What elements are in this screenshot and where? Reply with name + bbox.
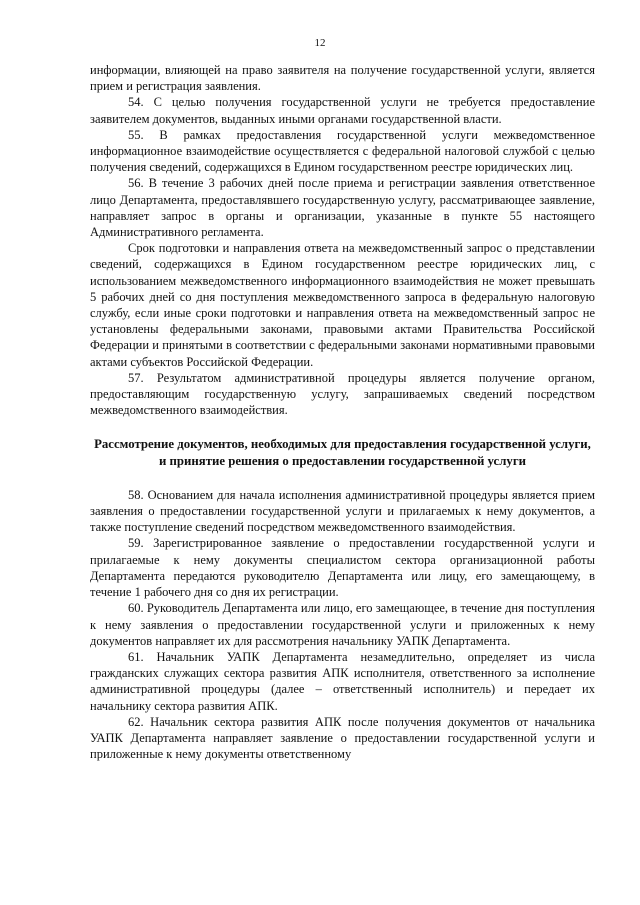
paragraph: 58. Основанием для начала исполнения административной процедуры является прием заявления о предоставлении государственной услуги и прилагаемых к нему документов, а также поступление сведений посредством межведомственного взаимодействия. (90, 487, 595, 535)
paragraph: 60. Руководитель Департамента или лицо, его замещающее, в течение дня поступления к нему заявления о предоставлении государственной услуги и приложенных к нему документов направляет их для рассмотрения начальнику УАПК Департамента. (90, 601, 595, 648)
paragraph: 62. Начальник сектора развития АПК после получения документов от начальника УАПК Департамента направляет заявление о предоставлении государственной услуги и приложенные к нему документы ответственному (90, 714, 595, 762)
paragraph: Срок подготовки и направления ответа на межведомственный запрос о представлении сведений, содержащихся в Едином государственном реестре юридических лиц, с использованием межведомственного информационного взаимодействия не может превышать 5 рабочих дней со дня поступления межведомственного запроса в федеральную налоговую службу, если иные сроки подготовки и направления ответа на межведомственный запрос не установлены федеральными законами, правовыми актами Правительства Российской Федерации и принятыми в соответствии с федеральными законами нормативными правовыми актами субъектов Российской Федерации. (90, 241, 595, 369)
page-number: 12 (314, 37, 326, 49)
paragraph: информации, влияющей на право заявителя на получение государственной услуги, является прием и регистрация заявления. (90, 63, 595, 94)
document-body (90, 62, 595, 762)
paragraph: 56. В течение 3 рабочих дней после приема и регистрации заявления ответственное лицо Департамента, предоставлявшего государственную услугу, рассматривающее заявление, направляет запрос в органы и организации, указанные в пункте 55 настоящего Административного регламента. (90, 176, 595, 240)
paragraph: 54. С целью получения государственной услуги не требуется предоставление заявителем документов, выданных иными органами государственной власти. (90, 95, 595, 126)
section-heading: Рассмотрение документов, необходимых для предоставления государственной услуги, и принятие решения о предоставлении государственной услуги (94, 437, 591, 468)
paragraph: 61. Начальник УАПК Департамента незамедлительно, определяет из числа гражданских служащих сектора развития АПК исполнителя, ответственного за исполнение административной процедуры (далее – ответственный исполнитель) и передает их начальнику сектора развития АПК. (90, 649, 595, 713)
paragraph: 55. В рамках предоставления государственной услуги межведомственное информационное взаимодействие осуществляется с федеральной налоговой службой с целью получения сведений, содержащихся в Едином государственном реестре юридических лиц. (90, 127, 595, 175)
paragraph: 57. Результатом административной процедуры является получение органом, предоставляющим государственную услугу, запрашиваемых сведений посредством межведомственного взаимодействия. (90, 370, 595, 418)
paragraph: 59. Зарегистрированное заявление о предоставлении государственной услуги и прилагаемые к нему документы специалистом сектора организационной работы Департамента передаются руководителю Департамента или лицу, его замещающему, в течение 1 рабочего дня со дня их регистрации. (90, 536, 595, 600)
